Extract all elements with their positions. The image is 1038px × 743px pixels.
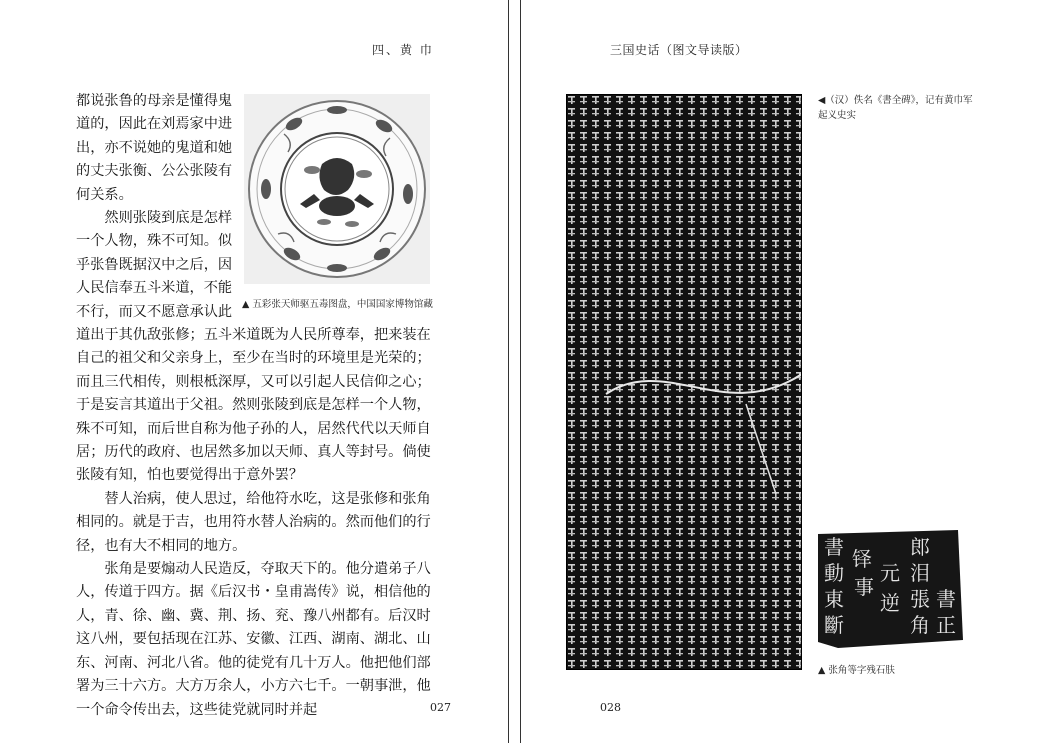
paragraph: 道出于其仇敌张修；五斗米道既为人民所尊奉，把来装在自己的祖父和父亲身上，至少在当时的环境里是光荣的；而且三代相传，则根柢深厚，又可以引起人民信仰之心；于是妄言其道出于父祖。然则张陵到底是怎样一个人物，殊不可知，而后世自称为他子孙的人，居然代代以天师自居；历代的政府、也居然多加以天师、真人等封号。倘使张陵有知，怕也要觉得出于意外罢？ (76, 327, 431, 484)
spine-line (508, 0, 509, 743)
paragraph: 张角是要煽动人民造反，夺取天下的。他分遣弟子八人，传道于四方。据《后汉书・皇甫嵩传》说，相信他的人，青、徐、幽、冀、荆、扬、兖、豫八州都有。后汉时这八州，要包括现在江苏、安徽、江西、湖南、湖北、山东、河南、河北八省。他的徒党有几十万人。他把他们部署为三十六方。大方万余人，小方六七千。一朝事泄，他一个命令传出去，这些徒党就同时并起 (76, 561, 431, 718)
text-column-narrow (76, 90, 240, 324)
fragment-char: 铎 (852, 547, 872, 571)
fragment-char: 張 (910, 587, 930, 611)
fragment-char: 逆 (880, 591, 900, 615)
running-header-left: 四、黄 巾 (372, 43, 434, 57)
fragment-char: 元 (880, 561, 900, 585)
fragment-char: 角 (910, 613, 930, 637)
stone-fragment-illustration (818, 530, 963, 648)
fragment-char: 泪 (910, 561, 930, 585)
fragment-char: 動 (824, 561, 844, 585)
fragment-char: 東 (824, 587, 844, 611)
page-number-right: 028 (600, 701, 621, 714)
fragment-caption: ▲ 张角等字残石肤 (818, 665, 895, 676)
stele-rubbing-illustration (566, 94, 802, 670)
fragment-char: 事 (854, 575, 874, 599)
running-header-right: 三国史话（图文导读版） (610, 43, 748, 57)
fragment-char: 斷 (824, 613, 844, 637)
fragment-char: 書 (936, 587, 956, 611)
page-number-left: 027 (430, 701, 451, 714)
stone-fragment-image (818, 530, 963, 648)
plate-caption: ▲ 五彩张天师驱五毒图盘，中国国家博物馆藏 (242, 299, 433, 310)
text-column-wide (76, 324, 432, 722)
plate-illustration (244, 94, 430, 284)
porcelain-plate-image (244, 94, 430, 284)
paragraph: 替人治病，使人思过，给他符水吃，这是张修和张角相同的。就是于吉，也用符水替人治病的。然而他们的行径，也有大不相同的地方。 (76, 490, 431, 554)
left-page (0, 0, 508, 743)
fragment-char: 郎 (910, 535, 930, 559)
stele-rubbing-image (566, 94, 802, 670)
paragraph: 都说张鲁的母亲是懂得鬼道的，因此在刘焉家中进出，亦不说她的鬼道和她的丈夫张衡、公公张陵有何关系。 (76, 93, 233, 203)
stele-caption: ◀（汉）佚名《書全碑》，记有黄巾军起义史实 (818, 95, 973, 121)
fragment-char: 正 (936, 613, 956, 637)
spine-line (520, 0, 521, 743)
fragment-char: 書 (824, 535, 844, 559)
right-page (522, 0, 1038, 743)
paragraph: 然则张陵到底是怎样一个人物，殊不可知。似乎张鲁既据汉中之后，因人民信奉五斗米道，不能不行，而又不愿意承认此 (76, 210, 233, 320)
